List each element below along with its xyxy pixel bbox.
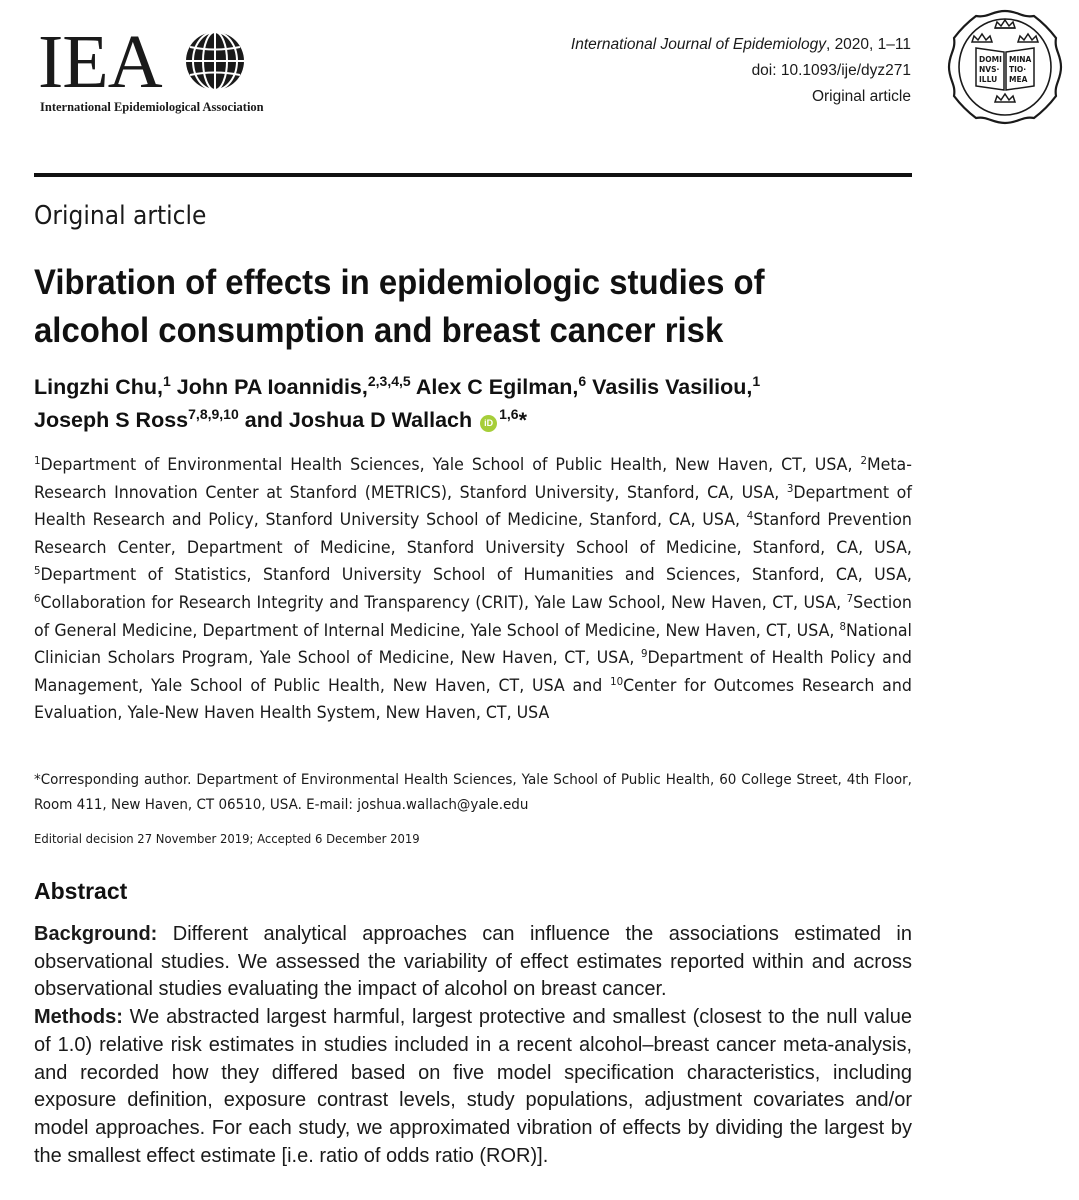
article-section-label: Original article bbox=[34, 201, 207, 231]
header-divider bbox=[34, 173, 912, 177]
seal-text-2: NVS· bbox=[979, 65, 1000, 74]
article-title-line-2: alcohol consumption and breast cancer risk bbox=[34, 311, 724, 350]
methods-label: Methods: bbox=[34, 1006, 123, 1029]
affiliation-number: 10 bbox=[610, 674, 624, 688]
author-name[interactable]: Lingzhi Chu, bbox=[34, 375, 163, 399]
author-name[interactable]: Joseph S Ross bbox=[34, 408, 189, 432]
affiliation-text: Department of Statistics, Stanford University School of Humanities and Sciences, Stanford, CA, USA, bbox=[40, 565, 912, 586]
affiliation-number: 9 bbox=[640, 647, 648, 661]
header-article-type: Original article bbox=[811, 88, 911, 105]
affiliation-number: 6 bbox=[34, 591, 41, 605]
affiliation-text: Section of General Medicine, Department of Internal Medicine, Yale School of Medicine, New Haven, CT, USA, bbox=[34, 592, 912, 641]
affiliation-text: Stanford Prevention Research Center, Department of Medicine, Stanford University School of Medicine, Stanford, CA, USA, bbox=[34, 510, 912, 558]
author-name[interactable]: Vasilis Vasiliou, bbox=[592, 375, 753, 399]
seal-text-1: DOMI bbox=[979, 55, 1002, 64]
background-label: Background: bbox=[34, 923, 158, 945]
journal-year-pages: , 2020, 1–11 bbox=[825, 36, 911, 53]
affiliation-text: Meta-Research Innovation Center at Stanford (METRICS), Stanford University, Stanford, CA, USA, bbox=[34, 455, 912, 503]
orcid-icon[interactable]: iD bbox=[480, 415, 497, 432]
affiliation-text: Collaboration for Research Integrity and Transparency (CRIT), Yale Law School, New Haven, CT, USA, bbox=[40, 592, 847, 613]
editorial-dates: Editorial decision 27 November 2019; Accepted 6 December 2019 bbox=[34, 831, 420, 846]
affiliation-number: 4 bbox=[746, 509, 754, 523]
seal-text-5: TIO· bbox=[1009, 65, 1027, 74]
corresponding-author-note: *Corresponding author. Department of Environmental Health Sciences, Yale School of Public Health, 60 College Street, 4th Floor, Room 411, New Haven, CT 06510, USA. E-mail: joshua.wallach@yale.edu bbox=[34, 772, 912, 813]
abstract-methods bbox=[34, 1004, 912, 1170]
affiliation-text: Department of Health Policy and Management, Yale School of Public Health, New Haven, CT, USA and bbox=[34, 648, 912, 696]
author-name[interactable]: John PA Ioannidis, bbox=[176, 375, 368, 399]
affiliation-number: 7 bbox=[846, 591, 854, 605]
author-line-1 bbox=[34, 371, 934, 404]
background-text: Different analytical approaches can influence the associations estimated in observational studies. We assessed the variability of effect estimates reported within and across observational studies evaluating the impact of alcohol on breast cancer. bbox=[34, 923, 912, 1001]
author-affiliation-ref: 1 bbox=[162, 373, 171, 389]
author-affiliation-ref: 6 bbox=[578, 373, 587, 389]
seal-text-4: MINA bbox=[1009, 55, 1032, 64]
iea-logo-text: IEA bbox=[38, 20, 162, 104]
affiliation-number: 5 bbox=[34, 564, 41, 578]
affiliation-number: 2 bbox=[860, 454, 867, 467]
iea-logo-subtitle: International Epidemiological Association bbox=[40, 100, 264, 114]
abstract-body bbox=[34, 921, 912, 1170]
author-list bbox=[34, 371, 934, 437]
author-affiliation-ref: 1 bbox=[752, 373, 761, 389]
seal-text-3: ILLU bbox=[979, 75, 998, 84]
abstract-background bbox=[34, 921, 912, 1004]
affiliation-number: 1 bbox=[34, 454, 41, 467]
methods-text: We abstracted largest harmful, largest protective and smallest (closest to the null value of 1.0) relative risk estimates in studies included in a recent alcohol–breast cancer meta-analysis, and recorded how they differed based on five model specification characteristics, including exposure definition, exposure contrast levels, study populations, adjustment covariates and/or model approaches. For each study, we approximated vibration of effects by dividing the largest by the smallest effect estimate [i.e. ratio of odds ratio (ROR)]. bbox=[34, 1006, 912, 1167]
affiliation-text: Department of Health Research and Policy, Stanford University School of Medicine, Stanford, CA, USA, bbox=[34, 482, 912, 531]
abstract-heading: Abstract bbox=[34, 878, 128, 904]
affiliation-number: 3 bbox=[786, 481, 794, 495]
author-name[interactable]: and Joshua D Wallach bbox=[244, 408, 473, 432]
affiliation-text: National Clinician Scholars Program, Yale School of Medicine, New Haven, CT, USA, bbox=[34, 620, 912, 669]
author-line-2 bbox=[34, 404, 934, 437]
author-affiliation-ref: 1,6 bbox=[499, 406, 519, 422]
affiliation-text: Department of Environmental Health Sciences, Yale School of Public Health, New Haven, CT, USA, bbox=[40, 455, 861, 475]
affiliations bbox=[34, 452, 912, 728]
seal-text-6: MEA bbox=[1009, 75, 1028, 84]
journal-meta bbox=[571, 32, 911, 110]
globe-icon bbox=[184, 30, 246, 92]
journal-citation bbox=[571, 32, 911, 58]
doi: doi: 10.1093/ije/dyz271 bbox=[751, 62, 911, 79]
author-name[interactable]: Alex C Egilman, bbox=[415, 375, 579, 399]
journal-name: International Journal of Epidemiology bbox=[570, 36, 826, 53]
author-affiliation-ref: 7,8,9,10 bbox=[188, 406, 239, 422]
iea-logo bbox=[36, 22, 266, 122]
corresponding-author-mark: * bbox=[518, 408, 527, 432]
affiliation-number: 8 bbox=[839, 619, 847, 633]
article-title bbox=[34, 259, 880, 355]
oup-seal-logo bbox=[946, 8, 1064, 126]
affiliation-text: Center for Outcomes Research and Evaluation, Yale-New Haven Health System, New Haven, CT, USA bbox=[34, 675, 912, 724]
article-title-line-1: Vibration of effects in epidemiologic studies of bbox=[34, 263, 765, 302]
author-affiliation-ref: 2,3,4,5 bbox=[367, 373, 411, 389]
